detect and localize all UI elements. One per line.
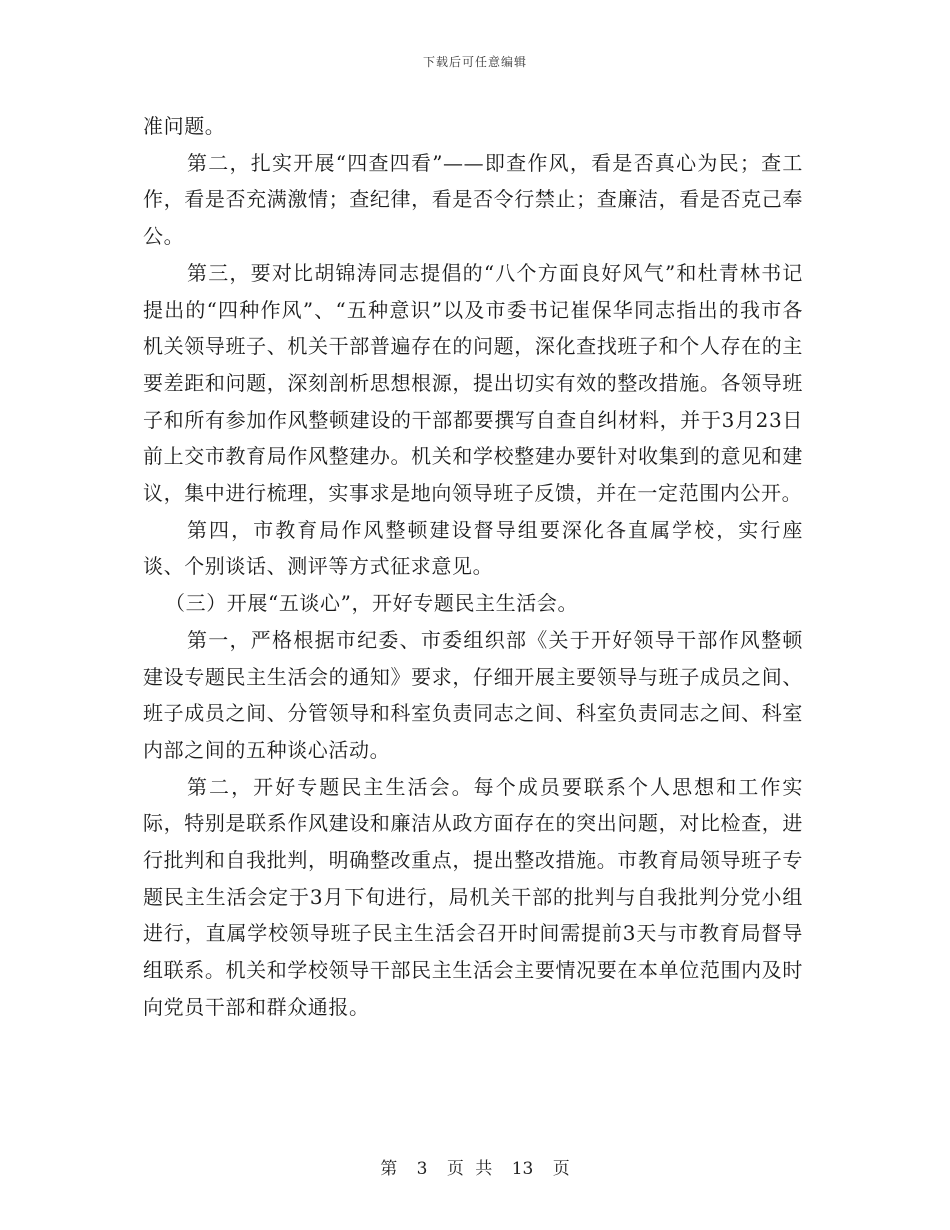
footer-middle: 页 共 — [446, 1159, 493, 1179]
paragraph-third-point: 第三，要对比胡锦涛同志提倡的“八个方面良好风气”和杜青林书记提出的“四种作风”、“五种意识”以及市委书记崔保华同志指出的我市各机关领导班子、机关干部普遍存在的问题，深化查找班子和个人存在的主要差距和问题，深刻剖析思想根源，提出切实有效的整改措施。各领导班子和所有参加作风整顿建设的干部都要撰写自查自纠材料，并于3月23日前上交市教育局作风整建办。机关和学校整建办要针对收集到的意见和建议，集中进行梳理，实事求是地向领导班子反馈，并在一定范围内公开。 — [143, 260, 803, 506]
paragraph-fourth-point: 第四，市教育局作风整顿建设督导组要深化各直属学校，实行座谈、个别谈话、测评等方式征求意见。 — [143, 517, 803, 579]
paragraph-four-checks: 第二，扎实开展“四查四看”——即查作风，看是否真心为民；查工作，看是否充满激情；查纪律，看是否令行禁止；查廉洁，看是否克己奉公。 — [143, 150, 803, 249]
document-body — [143, 108, 803, 1026]
paragraph-democratic-meeting: 第二，开好专题民主生活会。每个成员要联系个人思想和工作实际，特别是联系作风建设和廉洁从政方面存在的突出问题，对比检查，进行批判和自我批判，明确整改重点，提出整改措施。市教育局领导班子专题民主生活会定于3月下旬进行，局机关干部的批判与自我批判分党小组进行，直属学校领导班子民主生活会召开时间需提前3天与市教育局督导组联系。机关和学校领导干部民主生活会主要情况要在本单位范围内及时向党员干部和群众通报。 — [143, 774, 803, 1019]
paragraph-continuation: 准问题。 — [143, 114, 226, 138]
page-footer — [0, 1154, 950, 1179]
section-heading-three: （三）开展“五谈心”，开好专题民主生活会。 — [165, 591, 579, 616]
paragraph-five-talks: 第一，严格根据市纪委、市委组织部《关于开好领导干部作风整顿建设专题民主生活会的通知》要求，仔细开展主要领导与班子成员之间、班子成员之间、分管领导和科室负责同志之间、科室负责同志之间、科室内部之间的五种谈心活动。 — [143, 627, 803, 762]
footer-total-pages: 13 — [511, 1159, 534, 1179]
footer-page-number: 3 — [416, 1159, 428, 1179]
page-header: 下载后可任意编辑 — [422, 55, 527, 69]
footer-suffix: 页 — [552, 1159, 570, 1179]
footer-prefix: 第 — [380, 1159, 398, 1179]
